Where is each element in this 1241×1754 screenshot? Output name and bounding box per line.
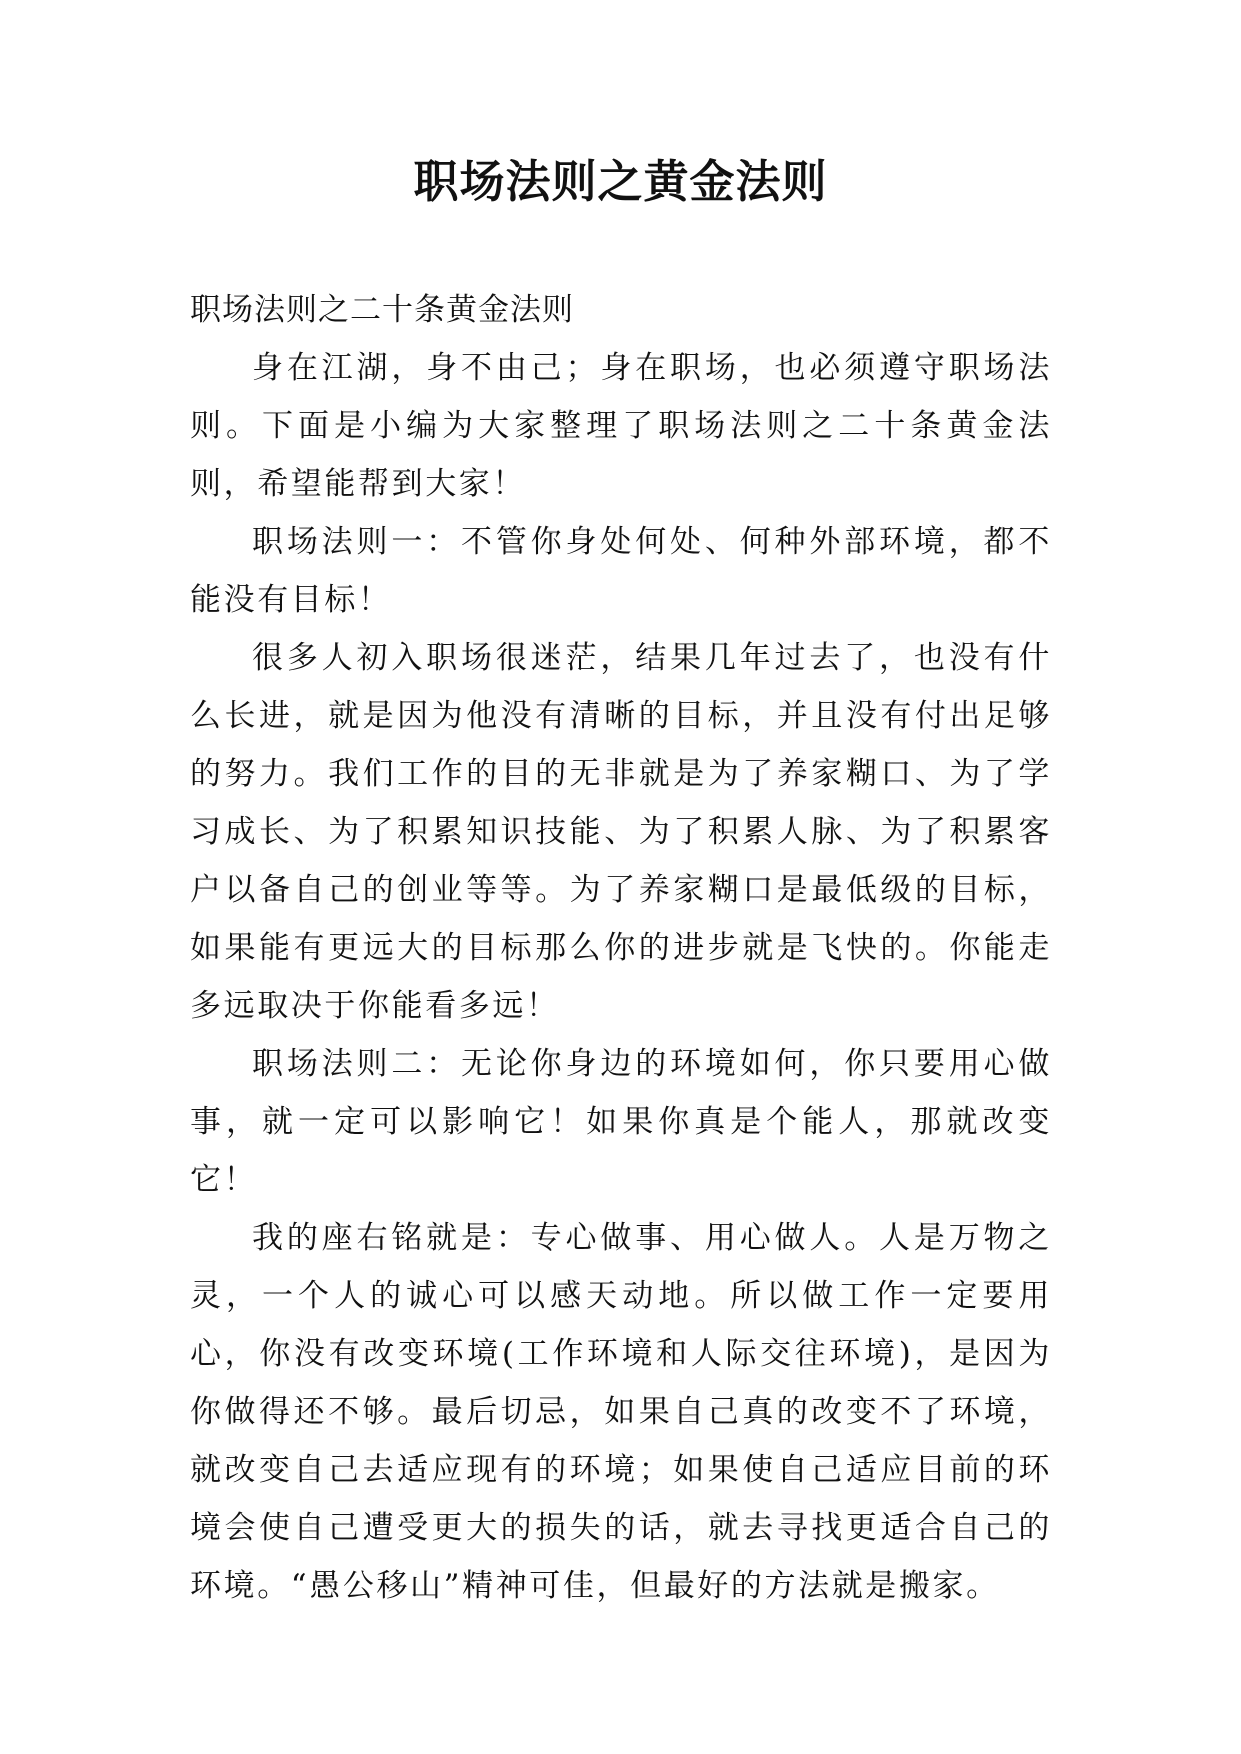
document-title: 职场法则之黄金法则: [413, 155, 828, 208]
document-body: [190, 282, 1052, 1615]
paragraph-intro: 身在江湖，身不由己；身在职场，也必须遵守职场法则。下面是小编为大家整理了职场法则之二十条黄金法则，希望能帮到大家！: [190, 350, 1052, 502]
paragraph-rule-two: 职场法则二：无论你身边的环境如何，你只要用心做事，就一定可以影响它！如果你真是个能人，那就改变它！: [190, 1046, 1052, 1198]
paragraph-rule-one: 职场法则一：不管你身处何处、何种外部环境，都不能没有目标！: [190, 524, 1052, 618]
document-subtitle: 职场法则之二十条黄金法则: [190, 292, 574, 328]
paragraph-rule-one-detail: 很多人初入职场很迷茫，结果几年过去了，也没有什么长进，就是因为他没有清晰的目标，并且没有付出足够的努力。我们工作的目的无非就是为了养家糊口、为了学习成长、为了积累知识技能、为了积累人脉、为了积累客户以备自己的创业等等。为了养家糊口是最低级的目标，如果能有更远大的目标那么你的进步就是飞快的。你能走多远取决于你能看多远！: [190, 640, 1052, 1024]
paragraph-rule-two-detail: 我的座右铭就是：专心做事、用心做人。人是万物之灵，一个人的诚心可以感天动地。所以做工作一定要用心，你没有改变环境(工作环境和人际交往环境)，是因为你做得还不够。最后切忌，如果自己真的改变不了环境，就改变自己去适应现有的环境；如果使自己适应目前的环境会使自己遭受更大的损失的话，就去寻找更适合自己的环境。“愚公移山”精神可佳，但最好的方法就是搬家。: [190, 1220, 1052, 1604]
